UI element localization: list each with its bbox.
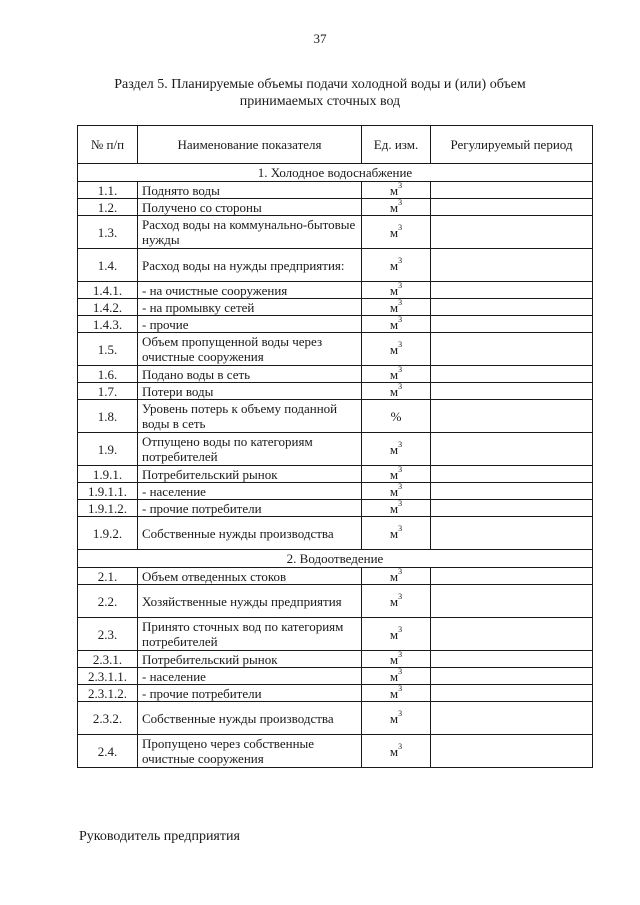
unit-cell bbox=[362, 249, 431, 282]
table-row bbox=[78, 316, 593, 333]
table-row bbox=[78, 282, 593, 299]
unit-cell bbox=[362, 182, 431, 199]
unit-exponent: 3 bbox=[398, 382, 403, 392]
unit-exponent: 3 bbox=[398, 465, 403, 475]
unit-base: м bbox=[389, 685, 399, 701]
unit-cell bbox=[362, 568, 431, 585]
row-number: 2.3.2. bbox=[78, 702, 138, 735]
unit-base: м bbox=[389, 626, 399, 642]
row-number: 1.9.1.1. bbox=[78, 483, 138, 500]
unit-base: м bbox=[389, 483, 399, 499]
indicator-name: Хозяйственные нужды предприятия bbox=[138, 585, 362, 618]
period-value-cell bbox=[431, 400, 593, 433]
unit-cell bbox=[362, 466, 431, 483]
unit-cell bbox=[362, 316, 431, 333]
period-value-cell bbox=[431, 702, 593, 735]
row-number: 1.4. bbox=[78, 249, 138, 282]
row-number: 1.1. bbox=[78, 182, 138, 199]
indicator-name: - прочие потребители bbox=[138, 685, 362, 702]
indicator-name: Расход воды на коммунально-бытовые нужды bbox=[138, 216, 362, 249]
period-value-cell bbox=[431, 568, 593, 585]
indicator-name: Собственные нужды производства bbox=[138, 702, 362, 735]
indicator-name: Получено со стороны bbox=[138, 199, 362, 216]
indicator-name: Поднято воды bbox=[138, 182, 362, 199]
table-row bbox=[78, 249, 593, 282]
indicator-name: Собственные нужды производства bbox=[138, 517, 362, 550]
table-row bbox=[78, 651, 593, 668]
unit-base: м bbox=[389, 199, 399, 215]
period-value-cell bbox=[431, 299, 593, 316]
unit-cell bbox=[362, 517, 431, 550]
unit-cell bbox=[362, 299, 431, 316]
page-number: 37 bbox=[313, 31, 327, 46]
row-number: 2.3. bbox=[78, 618, 138, 651]
unit-cell bbox=[362, 366, 431, 383]
header-unit: Ед. изм. bbox=[362, 126, 431, 164]
section-title-line-1: Раздел 5. Планируемые объемы подачи холодной воды и (или) объем bbox=[114, 77, 526, 92]
unit-cell bbox=[362, 483, 431, 500]
section-heading: 2. Водоотведение bbox=[78, 550, 593, 568]
unit-cell bbox=[362, 333, 431, 366]
unit-exponent: 3 bbox=[398, 181, 403, 191]
unit-base: м bbox=[389, 525, 399, 541]
unit-cell bbox=[362, 199, 431, 216]
period-value-cell bbox=[431, 651, 593, 668]
table-row bbox=[78, 618, 593, 651]
unit-cell bbox=[362, 383, 431, 400]
table-row bbox=[78, 702, 593, 735]
table-row bbox=[78, 585, 593, 618]
indicator-name: Отпущено воды по категориям потребителей bbox=[138, 433, 362, 466]
indicator-name: Потери воды bbox=[138, 383, 362, 400]
unit-cell bbox=[362, 618, 431, 651]
indicator-name: Уровень потерь к объему поданной воды в сеть bbox=[138, 400, 362, 433]
indicators-table bbox=[77, 125, 593, 768]
table-row bbox=[78, 366, 593, 383]
table-row bbox=[78, 400, 593, 433]
period-value-cell bbox=[431, 466, 593, 483]
unit-base: м bbox=[389, 568, 399, 584]
table-row bbox=[78, 668, 593, 685]
table-row bbox=[78, 216, 593, 249]
unit-base: м bbox=[389, 182, 399, 198]
signature-label: Руководитель предприятия bbox=[79, 829, 240, 844]
table-row bbox=[78, 568, 593, 585]
header-name: Наименование показателя bbox=[138, 126, 362, 164]
table-row bbox=[78, 517, 593, 550]
unit-exponent: 3 bbox=[398, 742, 403, 752]
row-number: 1.8. bbox=[78, 400, 138, 433]
unit-base: м bbox=[389, 500, 399, 516]
indicator-name: Объем отведенных стоков bbox=[138, 568, 362, 585]
unit-exponent: 3 bbox=[398, 684, 403, 694]
table-row bbox=[78, 199, 593, 216]
row-number: 1.4.2. bbox=[78, 299, 138, 316]
indicator-name: - прочие потребители bbox=[138, 500, 362, 517]
row-number: 2.3.1. bbox=[78, 651, 138, 668]
period-value-cell bbox=[431, 383, 593, 400]
unit-base: м bbox=[389, 316, 399, 332]
unit-exponent: 3 bbox=[398, 281, 403, 291]
row-number: 2.3.1.1. bbox=[78, 668, 138, 685]
period-value-cell bbox=[431, 585, 593, 618]
indicator-name: Объем пропущенной воды через очистные сооружения bbox=[138, 333, 362, 366]
unit-cell bbox=[362, 702, 431, 735]
unit-exponent: 3 bbox=[398, 340, 403, 350]
period-value-cell bbox=[431, 685, 593, 702]
row-number: 1.6. bbox=[78, 366, 138, 383]
indicator-name: Принято сточных вод по категориям потребителей bbox=[138, 618, 362, 651]
indicator-name: Потребительский рынок bbox=[138, 466, 362, 483]
unit-base: м bbox=[389, 366, 399, 382]
period-value-cell bbox=[431, 366, 593, 383]
table-row bbox=[78, 685, 593, 702]
indicator-name: - население bbox=[138, 668, 362, 685]
unit-exponent: 3 bbox=[398, 667, 403, 677]
unit-base: м bbox=[389, 257, 399, 273]
unit-exponent: 3 bbox=[398, 709, 403, 719]
row-number: 2.2. bbox=[78, 585, 138, 618]
period-value-cell bbox=[431, 433, 593, 466]
indicator-name: - население bbox=[138, 483, 362, 500]
period-value-cell bbox=[431, 668, 593, 685]
unit-percent: % bbox=[390, 408, 402, 424]
unit-base: м bbox=[389, 441, 399, 457]
period-value-cell bbox=[431, 483, 593, 500]
unit-base: м bbox=[389, 651, 399, 667]
unit-exponent: 3 bbox=[398, 198, 403, 208]
row-number: 1.9.1.2. bbox=[78, 500, 138, 517]
indicator-name: Расход воды на нужды предприятия: bbox=[138, 249, 362, 282]
unit-exponent: 3 bbox=[398, 315, 403, 325]
period-value-cell bbox=[431, 500, 593, 517]
unit-exponent: 3 bbox=[398, 567, 403, 577]
period-value-cell bbox=[431, 249, 593, 282]
unit-exponent: 3 bbox=[398, 482, 403, 492]
indicator-name: Пропущено через собственные очистные сооружения bbox=[138, 735, 362, 768]
row-number: 2.3.1.2. bbox=[78, 685, 138, 702]
table-row bbox=[78, 299, 593, 316]
row-number: 1.9. bbox=[78, 433, 138, 466]
unit-cell bbox=[362, 433, 431, 466]
indicator-name: - на очистные сооружения bbox=[138, 282, 362, 299]
unit-cell bbox=[362, 651, 431, 668]
unit-exponent: 3 bbox=[398, 650, 403, 660]
unit-base: м bbox=[389, 743, 399, 759]
indicator-name: - прочие bbox=[138, 316, 362, 333]
table-row bbox=[78, 182, 593, 199]
period-value-cell bbox=[431, 282, 593, 299]
section-row bbox=[78, 550, 593, 568]
row-number: 2.1. bbox=[78, 568, 138, 585]
unit-cell bbox=[362, 585, 431, 618]
unit-exponent: 3 bbox=[398, 524, 403, 534]
unit-base: м bbox=[389, 224, 399, 240]
row-number: 1.4.1. bbox=[78, 282, 138, 299]
unit-base: м bbox=[389, 383, 399, 399]
table-row bbox=[78, 500, 593, 517]
row-number: 1.4.3. bbox=[78, 316, 138, 333]
unit-cell bbox=[362, 216, 431, 249]
row-number: 1.2. bbox=[78, 199, 138, 216]
section-title bbox=[60, 76, 580, 110]
unit-exponent: 3 bbox=[398, 365, 403, 375]
section-heading: 1. Холодное водоснабжение bbox=[78, 164, 593, 182]
header-period: Регулируемый период bbox=[431, 126, 593, 164]
period-value-cell bbox=[431, 216, 593, 249]
period-value-cell bbox=[431, 182, 593, 199]
table-row bbox=[78, 383, 593, 400]
table-header-row bbox=[78, 126, 593, 164]
unit-exponent: 3 bbox=[398, 298, 403, 308]
unit-exponent: 3 bbox=[398, 592, 403, 602]
period-value-cell bbox=[431, 333, 593, 366]
unit-exponent: 3 bbox=[398, 625, 403, 635]
unit-cell bbox=[362, 400, 431, 433]
unit-exponent: 3 bbox=[398, 440, 403, 450]
header-num: № п/п bbox=[78, 126, 138, 164]
row-number: 1.7. bbox=[78, 383, 138, 400]
unit-base: м bbox=[389, 299, 399, 315]
row-number: 2.4. bbox=[78, 735, 138, 768]
table-row bbox=[78, 433, 593, 466]
table-row bbox=[78, 333, 593, 366]
unit-exponent: 3 bbox=[398, 256, 403, 266]
unit-base: м bbox=[389, 282, 399, 298]
unit-cell bbox=[362, 735, 431, 768]
indicator-name: - на промывку сетей bbox=[138, 299, 362, 316]
row-number: 1.9.1. bbox=[78, 466, 138, 483]
row-number: 1.3. bbox=[78, 216, 138, 249]
row-number: 1.5. bbox=[78, 333, 138, 366]
table-row bbox=[78, 466, 593, 483]
period-value-cell bbox=[431, 199, 593, 216]
unit-base: м bbox=[389, 341, 399, 357]
unit-cell bbox=[362, 282, 431, 299]
section-row bbox=[78, 164, 593, 182]
unit-cell bbox=[362, 500, 431, 517]
section-title-line-2: принимаемых сточных вод bbox=[239, 94, 401, 109]
indicator-name: Подано воды в сеть bbox=[138, 366, 362, 383]
period-value-cell bbox=[431, 618, 593, 651]
unit-exponent: 3 bbox=[398, 223, 403, 233]
unit-base: м bbox=[389, 593, 399, 609]
period-value-cell bbox=[431, 316, 593, 333]
period-value-cell bbox=[431, 517, 593, 550]
unit-cell bbox=[362, 685, 431, 702]
unit-base: м bbox=[389, 466, 399, 482]
unit-cell bbox=[362, 668, 431, 685]
unit-base: м bbox=[389, 668, 399, 684]
period-value-cell bbox=[431, 735, 593, 768]
table-row bbox=[78, 483, 593, 500]
row-number: 1.9.2. bbox=[78, 517, 138, 550]
unit-exponent: 3 bbox=[398, 499, 403, 509]
table-row bbox=[78, 735, 593, 768]
unit-base: м bbox=[389, 710, 399, 726]
indicator-name: Потребительский рынок bbox=[138, 651, 362, 668]
